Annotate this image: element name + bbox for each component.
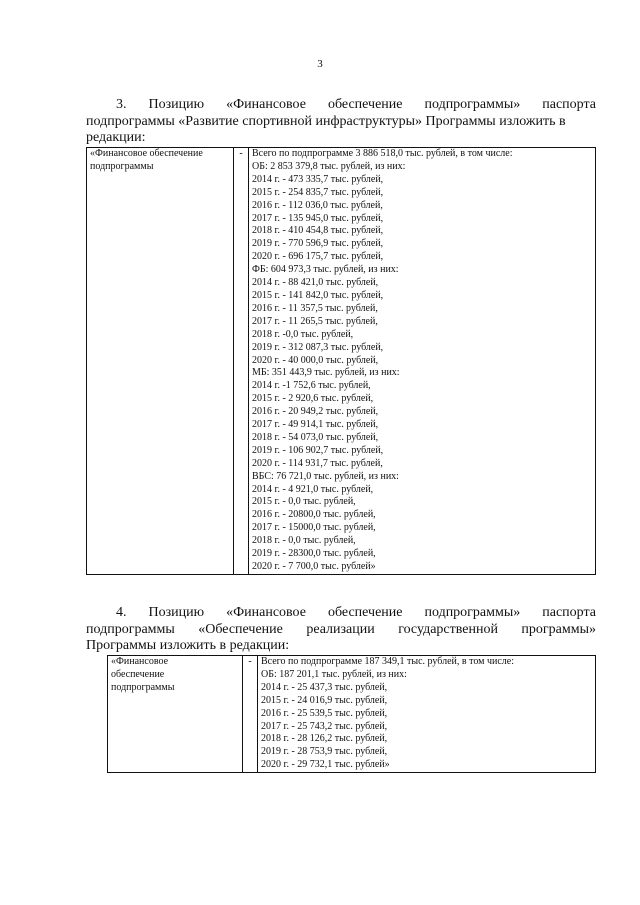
- funding-line: 2016 г. - 20 949,2 тыс. рублей,: [252, 406, 379, 418]
- funding-line: 2020 г. - 40 000,0 тыс. рублей,: [252, 354, 379, 366]
- section-4-label-line: обеспечение: [111, 668, 165, 680]
- funding-line: 2016 г. - 20800,0 тыс. рублей,: [252, 509, 376, 521]
- funding-line: 2015 г. - 0,0 тыс. рублей,: [252, 496, 356, 508]
- funding-line: 2019 г. - 770 596,9 тыс. рублей,: [252, 238, 384, 250]
- funding-line: 2020 г. - 696 175,7 тыс. рублей,: [252, 251, 384, 263]
- section-4-label-line: подпрограммы: [111, 681, 175, 693]
- section-4-table: [107, 655, 596, 773]
- section-3-dash: -: [239, 148, 243, 159]
- funding-line: 2020 г. - 114 931,7 тыс. рублей,: [252, 457, 383, 469]
- funding-line: 2016 г. - 11 357,5 тыс. рублей,: [252, 302, 378, 314]
- funding-line: 2017 г. - 49 914,1 тыс. рублей,: [252, 419, 379, 431]
- funding-line: 2019 г. - 106 902,7 тыс. рублей,: [252, 444, 384, 456]
- funding-line: ОБ: 2 853 379,8 тыс. рублей, из них:: [252, 160, 406, 172]
- funding-line: ФБ: 604 973,3 тыс. рублей, из них:: [252, 264, 399, 276]
- section-3-label-cell: [87, 148, 234, 575]
- section-3-line-3: редакции:: [86, 130, 146, 145]
- funding-line: Всего по подпрограмме 3 886 518,0 тыс. рублей, в том числе:: [252, 148, 513, 159]
- funding-line: 2014 г. -1 752,6 тыс. рублей,: [252, 380, 371, 392]
- section-3-dash-cell: [234, 148, 249, 575]
- funding-line: 2016 г. - 112 036,0 тыс. рублей,: [252, 199, 383, 211]
- section-4-label-cell: [108, 656, 243, 773]
- funding-line: 2014 г. - 88 421,0 тыс. рублей,: [252, 277, 379, 289]
- funding-line: 2017 г. - 25 743,2 тыс. рублей,: [261, 720, 388, 732]
- section-4-line-1: 4. Позицию «Финансовое обеспечение подпрограммы» паспорта: [116, 605, 596, 620]
- section-4-paragraph: [86, 605, 596, 655]
- funding-line: 2018 г. - 0,0 тыс. рублей,: [252, 535, 356, 547]
- section-4-line-2: подпрограммы «Обеспечение реализации государственной программы»: [86, 621, 596, 637]
- section-3-line-2: подпрограммы «Развитие спортивной инфраструктуры» Программы изложить в: [86, 113, 566, 129]
- funding-line: 2014 г. - 473 335,7 тыс. рублей,: [252, 173, 384, 185]
- funding-line: 2015 г. - 254 835,7 тыс. рублей,: [252, 186, 384, 198]
- page-number: 3: [317, 58, 323, 70]
- section-3-table: [86, 147, 596, 575]
- funding-line: 2019 г. - 28300,0 тыс. рублей,: [252, 548, 376, 560]
- funding-line: ОБ: 187 201,1 тыс. рублей, из них:: [261, 668, 407, 680]
- funding-line: 2020 г. - 29 732,1 тыс. рублей»: [261, 759, 390, 771]
- funding-line: 2016 г. - 25 539,5 тыс. рублей,: [261, 707, 388, 719]
- section-3-paragraph: [86, 97, 596, 147]
- funding-line: 2015 г. - 24 016,9 тыс. рублей,: [261, 694, 388, 706]
- funding-line: 2014 г. - 25 437,3 тыс. рублей,: [261, 681, 388, 693]
- section-4-line-3: Программы изложить в редакции:: [86, 638, 290, 653]
- funding-line: 2018 г. - 28 126,2 тыс. рублей,: [261, 733, 388, 745]
- section-4-content-cell: [258, 656, 596, 773]
- section-3-label: «Финансовое обеспечение подпрограммы: [90, 148, 203, 172]
- section-4-label-line: «Финансовое: [111, 656, 169, 667]
- funding-line: 2017 г. - 135 945,0 тыс. рублей,: [252, 212, 384, 224]
- funding-line: 2019 г. - 28 753,9 тыс. рублей,: [261, 746, 388, 758]
- funding-line: 2014 г. - 4 921,0 тыс. рублей,: [252, 483, 374, 495]
- section-3-line-1: 3. Позицию «Финансовое обеспечение подпрограммы» паспорта: [116, 97, 596, 112]
- funding-line: ВБС: 76 721,0 тыс. рублей, из них:: [252, 470, 399, 482]
- funding-line: 2015 г. - 2 920,6 тыс. рублей,: [252, 393, 374, 405]
- funding-line: 2018 г. - 54 073,0 тыс. рублей,: [252, 431, 379, 443]
- section-4-dash: -: [248, 656, 252, 667]
- funding-line: МБ: 351 443,9 тыс. рублей, из них:: [252, 367, 400, 379]
- funding-line: 2017 г. - 15000,0 тыс. рублей,: [252, 522, 376, 534]
- funding-line: 2018 г. - 410 454,8 тыс. рублей,: [252, 225, 384, 237]
- funding-line: 2017 г. - 11 265,5 тыс. рублей,: [252, 315, 378, 327]
- funding-line: 2015 г. - 141 842,0 тыс. рублей,: [252, 289, 384, 301]
- funding-line: Всего по подпрограмме 187 349,1 тыс. рублей, в том числе:: [261, 656, 515, 667]
- funding-line: 2020 г. - 7 700,0 тыс. рублей»: [252, 561, 376, 572]
- section-3-content-cell: [249, 148, 596, 575]
- section-4-dash-cell: [243, 656, 258, 773]
- funding-line: 2019 г. - 312 087,3 тыс. рублей,: [252, 341, 384, 353]
- funding-line: 2018 г. -0,0 тыс. рублей,: [252, 328, 354, 340]
